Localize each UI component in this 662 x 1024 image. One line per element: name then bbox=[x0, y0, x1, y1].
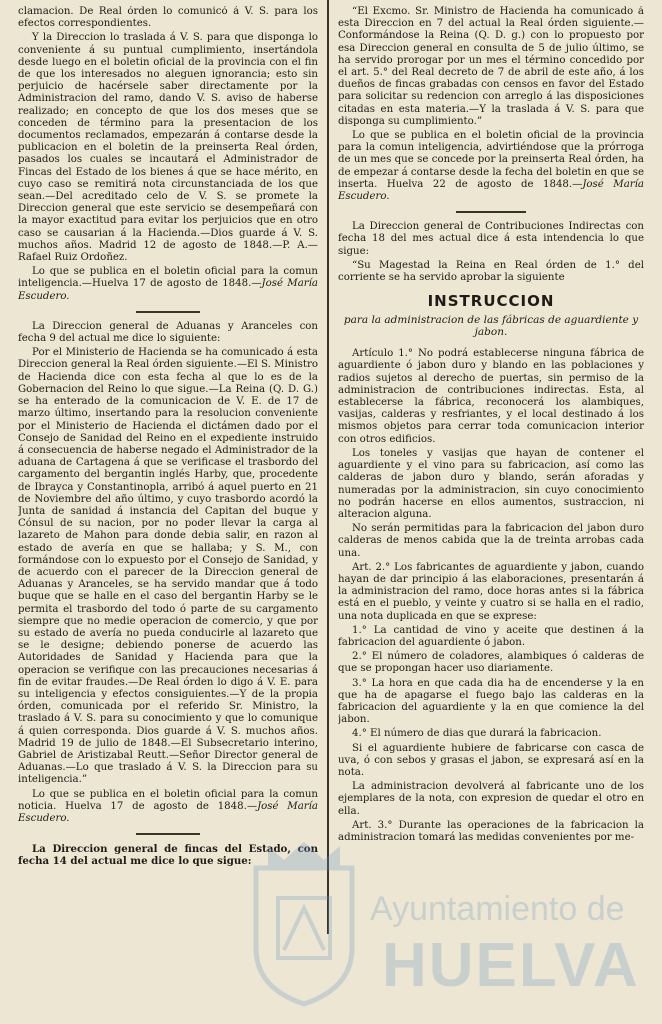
right-signature-1: José María Escudero. bbox=[338, 178, 644, 203]
right-paragraph-7: Si el aguardiente hubiere de fabricarse con casca de uva, ó con sebos y grasas el jabon, se expresará así en la nota. bbox=[338, 742, 644, 778]
left-paragraph-6-text: Lo que se publica en el boletin oficial para la comun noticia. Huelva 17 de agosto de 1848.— bbox=[18, 788, 318, 812]
article-2-item-2: 2.° El número de coladores, alambiques ó calderas de que se propongan hacer uso diariamente. bbox=[338, 651, 644, 675]
article-2-item-3: 3.° La hora en que cada dia ha de encenderse y la en que ha de apagarse el fuego bajo las calderas en la fabricacion del aguardiente y la en que comience la del jabon. bbox=[338, 677, 644, 726]
left-paragraph-7: La Direccion general de fincas del Estado, con fecha 14 del actual me dice lo que sigue: bbox=[18, 843, 318, 868]
right-paragraph-3: La Direccion general de Contribuciones Indirectas con fecha 18 del mes actual dice á esta intendencia lo que sigue: bbox=[338, 221, 644, 257]
right-paragraph-1: “El Excmo. Sr. Ministro de Hacienda ha comunicado á esta Direccion en 7 del actual la Real órden siguiente.—Conformándose la Reina (Q. D. g.) con lo propuesto por esa Direccion general en consulta de 5 de julio último, se ha servido prorogar por un mes el término concedido por el art. 5.° del Real decreto de 7 de abril de este año, á los dueños de fincas grabadas con censos en favor del Estado para solicitar su redencion con arreglo á las disposiciones citadas en esta materia.—Y la traslada á V. S. para que disponga su cumplimiento.” bbox=[338, 6, 644, 127]
left-paragraph-6 bbox=[18, 789, 318, 826]
left-paragraph-2: Y la Direccion lo traslada á V. S. para que disponga lo conveniente á su puntual cumplimiento, insertándola desde luego en el boletin oficial de la provincia con el fin de que los interesados no aleguen ignorancia; esto sin perjuicio de hacérsele saber directamente por la Administracion del ramo, dando V. S. aviso de haberse realizado; en concepto de que los dos meses que se conceden de término para la presentacion de los documentos reclamados, empezarán á contarse desde la publicacion en el boletin de la preinserta Real órden, pasados los cuales se incautará el Administrador de Fincas del Estado de los bienes á que se hace mérito, en cuyo caso se remitirá nota circunstanciada de los que sean.—Del acreditado celo de V. S. se promete la Direccion general que este servicio se desempeñará con la mayor exactitud para evitar los perjuicios que en otro caso se causarian á la Hacienda.—Dios guarde á V. S. muchos años. Madrid 12 de agosto de 1848.—P. A.—Rafael Ruiz Ordoñez. bbox=[18, 32, 318, 264]
right-paragraph-5: Los toneles y vasijas que hayan de contener el aguardiente y el vino para su fabricacion, así como las calderas de jabon duro y blando, serán aforadas y numeradas por la administracion, sin cuyo conocimiento no podrán hacerse en ellos aumentos, sustraccion, ni alteracion alguna. bbox=[338, 447, 644, 520]
left-paragraph-5: Por el Ministerio de Hacienda se ha comunicado á esta Direccion general la Real órden siguiente.—El S. Ministro de Hacienda dice con esta fecha al que lo es de la Gobernacion del Reino lo que sigue.—La Reina (Q. D. G.) se ha enterado de la comunicacion de V. E. de 17 de marzo último, insertando para la resolucion conveniente por el Ministerio de Hacienda el dictámen dado por el Consejo de Sanidad del Reino en el expediente instruido á consecuencia de haberse negado el Administrador de la aduana de Cartagena á que se verificase el trasbordo del cargamento del bergantin inglés Harby, que, procedente de Ibrayca y Constantinopla, arribó á aquel puerto en 21 de Noviembre del año último, y cuyo trasbordo acordó la Junta de sanidad á instancia del Capitan del buque y Cónsul de su nacion, por no poder llevar la carga al lazareto de Mahon para donde debia salir, en razon al estado de avería en que se hallaba; y S. M., con formándose con lo expuesto por el Consejo de Sanidad, y de acuerdo con el parecer de la Direccion general de Aduanas y Aranceles, se ha servido mandar que á todo buque que se halle en el caso del bergantin Harby se le permita el trasbordo del todo ó parte de su cargamento siempre que no medie operacion de comercio, y que por su estado de avería no pueda conducirle al lazareto que se le designe; debiendo ponerse de acuerdo las Autoridades de Sanidad y Hacienda para que la operacion se verifique con las precauciones necesarias á fin de evitar fraudes.—De Real órden lo digo á V. E. para su inteligencia y efectos consiguientes.—Y de la propia órden, comunicada por el referido Sr. Ministro, la traslado á V. S. para su conocimiento y que lo comunique á quien corresponda. Dios guarde á V. S. muchos años. Madrid 19 de julio de 1848.—El Subsecretario interino, Gabriel de Aristizabal Reutt.—Señor Director general de Aduanas.—Lo que traslado á V. S. la Direccion para su inteligencia.” bbox=[18, 347, 318, 786]
right-paragraph-4: “Su Magestad la Reina en Real órden de 1.° del corriente se ha servido aprobar la siguiente bbox=[338, 259, 644, 284]
instruction-title: INSTRUCCION bbox=[427, 292, 555, 311]
watermark-line-2: HUELVA bbox=[382, 931, 640, 1000]
left-signature-1: José María Escudero. bbox=[18, 278, 318, 302]
article-2-item-1: 1.° La cantidad de vino y aceite que destinen á la fabricacion del aguardiente ó jabon. bbox=[338, 624, 644, 648]
article-2: Art. 2.° Los fabricantes de aguardiente y jabon, cuando hayan de dar principio á las elaboraciones, presentarán á la administracion del ramo, doce horas antes si la fábrica está en el pueblo, y veinte y cuatro si se halla en el radio, una nota duplicada en que se exprese: bbox=[338, 561, 644, 622]
column-divider bbox=[327, 0, 329, 934]
right-column bbox=[338, 6, 644, 984]
left-column bbox=[18, 6, 318, 984]
article-3: Art. 3.° Durante las operaciones de la fabricacion la administracion tomará las medidas convenientes por me- bbox=[338, 819, 644, 843]
right-paragraph-2-text: Lo que se publica en el boletin oficial de la provincia para la comun inteligencia, advirtiéndose que la prórroga de un mes que se concede por la preinserta Real órden, ha de empezar á contarse desde la fecha del boletin en que se inserta. Huelva 22 de agosto de 1848.— bbox=[338, 130, 644, 190]
article-2-item-4: 4.° El número de dias que durará la fabricacion. bbox=[352, 728, 602, 740]
section-rule bbox=[456, 211, 526, 213]
left-paragraph-3 bbox=[18, 266, 318, 303]
right-paragraph-6: No serán permitidas para la fabricacion del jabon duro calderas de menos cabida que la de treinta arrobas cada una. bbox=[338, 523, 644, 559]
left-paragraph-1: clamacion. De Real órden lo comunicó á V. S. para los efectos correspondientes. bbox=[18, 6, 318, 30]
section-rule bbox=[136, 833, 200, 835]
right-paragraph-8: La administracion devolverá al fabricante uno de los ejemplares de la nota, con expresion de quedar el otro en ella. bbox=[338, 781, 644, 817]
right-paragraph-2 bbox=[338, 130, 644, 203]
left-signature-2: José María Escudero. bbox=[18, 800, 318, 824]
instruction-subtitle: para la administracion de las fábricas de aguardiente y jabon. bbox=[343, 314, 639, 339]
watermark-line-1: Ayuntamiento de bbox=[370, 890, 625, 928]
left-paragraph-4: La Direccion general de Aduanas y Aranceles con fecha 9 del actual me dice lo siguiente: bbox=[18, 320, 318, 345]
left-paragraph-3-text: Lo que se publica en el boletin oficial para la comun inteligencia.—Huelva 17 de agosto de 1848.— bbox=[18, 266, 318, 290]
section-rule bbox=[136, 311, 200, 313]
article-1: Artículo 1.° No podrá establecerse ninguna fábrica de aguardiente ó jabon duro y blando en las poblaciones y radios sujetos al derecho de puertas, sin permiso de la administracion de contribuciones indirectas. Esta, al establecerse la fábrica, reconocerá los alambiques, vasijas, calderas y resfriantes, y el local destinado á los mismos objetos para cerrar toda comunicacion interior con otros edificios. bbox=[338, 348, 644, 445]
